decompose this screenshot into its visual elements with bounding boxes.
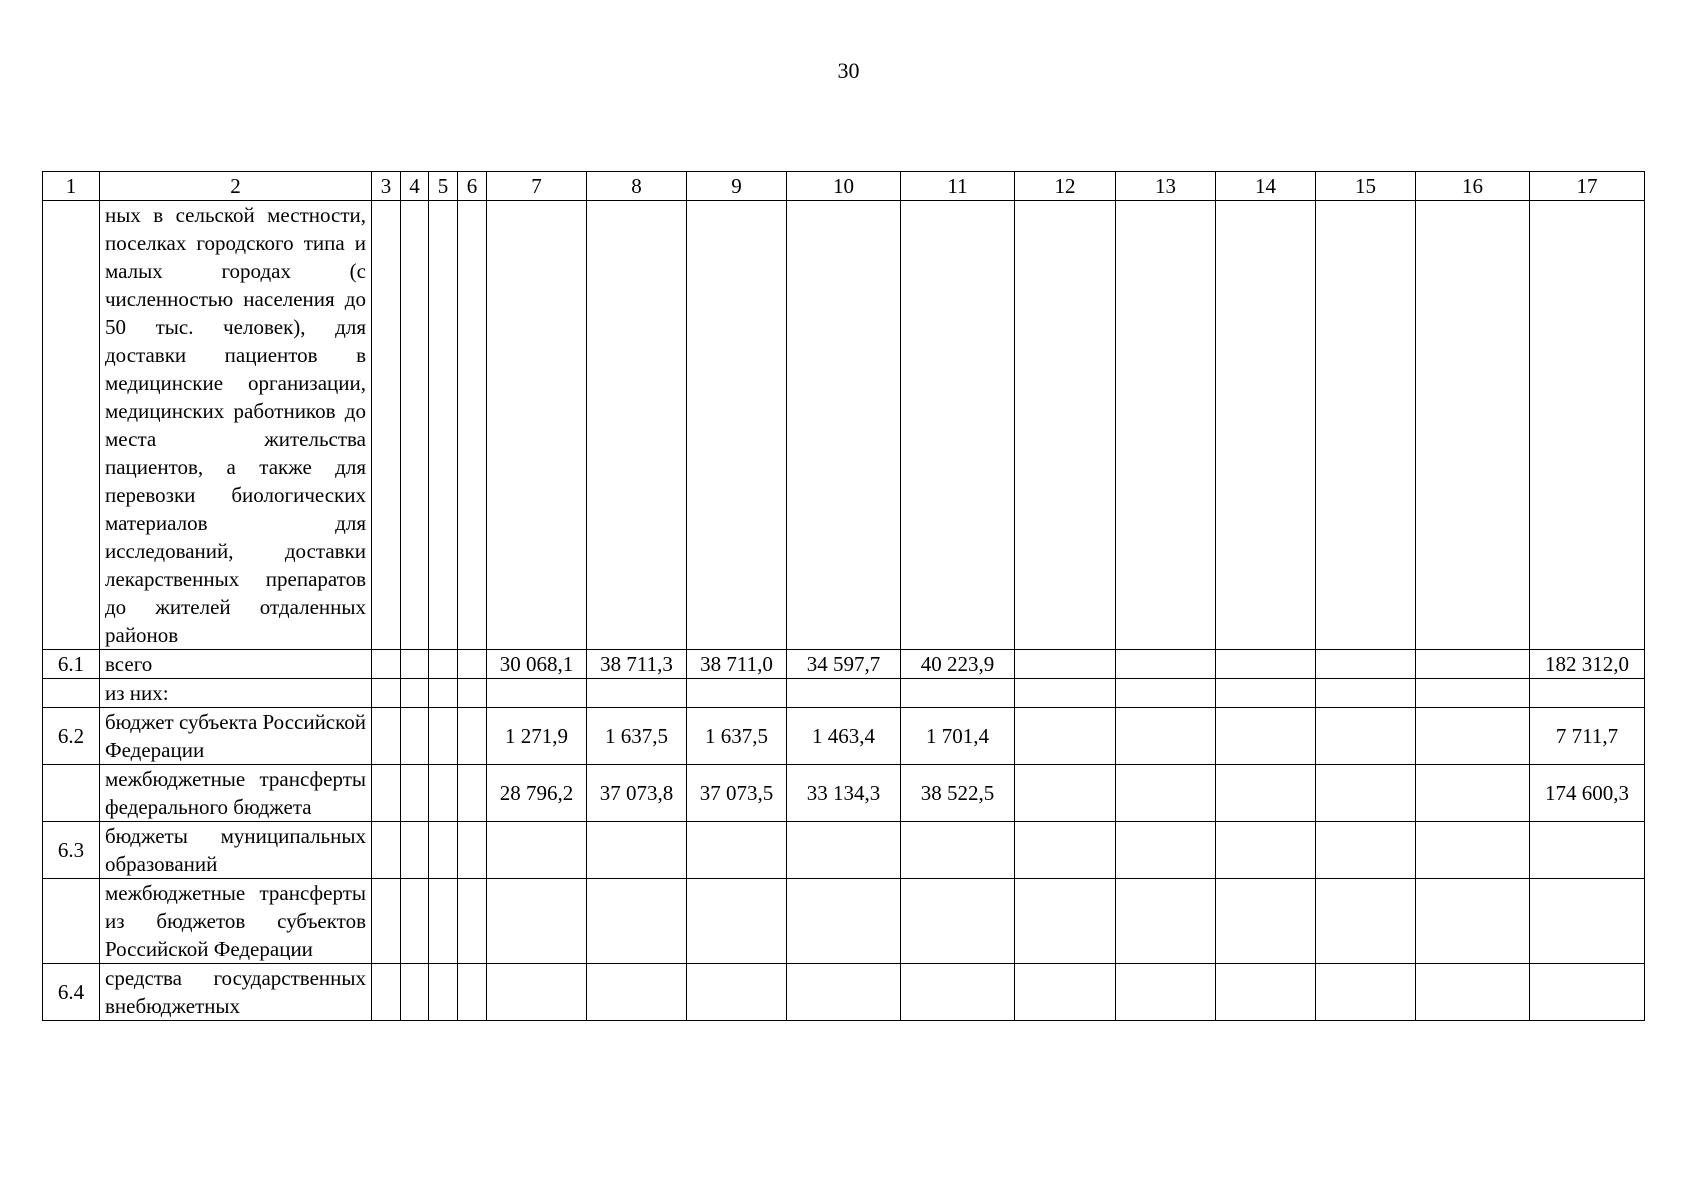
value-cell-col-15 xyxy=(1316,879,1416,964)
table-row xyxy=(43,822,1645,879)
row-code-cell xyxy=(43,765,100,822)
row-code-cell: 6.4 xyxy=(43,964,100,1021)
value-cell-col-12 xyxy=(1015,708,1116,765)
value-cell-col-14 xyxy=(1216,879,1316,964)
value-cell-col-17 xyxy=(1530,964,1645,1021)
value-cell-col-9 xyxy=(687,964,787,1021)
value-cell-col-16 xyxy=(1416,765,1530,822)
column-number-12: 12 xyxy=(1015,172,1116,201)
column-number-13: 13 xyxy=(1116,172,1216,201)
value-cell-col-5 xyxy=(429,650,458,679)
value-cell-col-13 xyxy=(1116,822,1216,879)
value-cell-col-6 xyxy=(458,201,487,650)
value-cell-col-11: 1 701,4 xyxy=(901,708,1015,765)
value-cell-col-8 xyxy=(587,964,687,1021)
value-cell-col-6 xyxy=(458,765,487,822)
value-cell-col-10 xyxy=(787,964,901,1021)
value-cell-col-16 xyxy=(1416,964,1530,1021)
table-row xyxy=(43,765,1645,822)
value-cell-col-10: 1 463,4 xyxy=(787,708,901,765)
value-cell-col-11 xyxy=(901,822,1015,879)
value-cell-col-16 xyxy=(1416,822,1530,879)
column-number-9: 9 xyxy=(687,172,787,201)
table-header-row xyxy=(43,172,1645,201)
value-cell-col-17: 174 600,3 xyxy=(1530,765,1645,822)
value-cell-col-4 xyxy=(401,650,429,679)
value-cell-col-17 xyxy=(1530,679,1645,708)
row-description-cell: бюджеты муниципальных образований xyxy=(100,822,372,879)
value-cell-col-8 xyxy=(587,822,687,879)
value-cell-col-8 xyxy=(587,879,687,964)
value-cell-col-4 xyxy=(401,822,429,879)
value-cell-col-13 xyxy=(1116,765,1216,822)
value-cell-col-7: 30 068,1 xyxy=(487,650,587,679)
value-cell-col-15 xyxy=(1316,765,1416,822)
value-cell-col-13 xyxy=(1116,201,1216,650)
value-cell-col-14 xyxy=(1216,765,1316,822)
page-number: 30 xyxy=(837,58,860,83)
row-description-cell: ных в сельской местности, поселках городского типа и малых городах (с численностью населения до 50 тыс. человек), для доставки пациентов в медицинские организации, медицинских работников до места жительства пациентов, а также для перевозки биологических материалов для исследований, доставки лекарственных препаратов до жителей отдаленных районов xyxy=(100,201,372,650)
value-cell-col-16 xyxy=(1416,708,1530,765)
value-cell-col-6 xyxy=(458,822,487,879)
value-cell-col-7 xyxy=(487,679,587,708)
column-number-15: 15 xyxy=(1316,172,1416,201)
value-cell-col-9 xyxy=(687,879,787,964)
table-row xyxy=(43,650,1645,679)
row-code-cell: 6.3 xyxy=(43,822,100,879)
value-cell-col-17: 182 312,0 xyxy=(1530,650,1645,679)
value-cell-col-3 xyxy=(372,822,401,879)
value-cell-col-7: 1 271,9 xyxy=(487,708,587,765)
column-number-10: 10 xyxy=(787,172,901,201)
column-number-1: 1 xyxy=(43,172,100,201)
value-cell-col-15 xyxy=(1316,964,1416,1021)
row-code-cell: 6.1 xyxy=(43,650,100,679)
value-cell-col-16 xyxy=(1416,879,1530,964)
value-cell-col-17 xyxy=(1530,879,1645,964)
value-cell-col-15 xyxy=(1316,679,1416,708)
value-cell-col-10: 33 134,3 xyxy=(787,765,901,822)
value-cell-col-9: 38 711,0 xyxy=(687,650,787,679)
value-cell-col-16 xyxy=(1416,650,1530,679)
value-cell-col-4 xyxy=(401,964,429,1021)
value-cell-col-3 xyxy=(372,201,401,650)
value-cell-col-14 xyxy=(1216,679,1316,708)
value-cell-col-13 xyxy=(1116,879,1216,964)
value-cell-col-11: 40 223,9 xyxy=(901,650,1015,679)
row-description-cell: бюджет субъекта Российской Федерации xyxy=(100,708,372,765)
value-cell-col-8: 37 073,8 xyxy=(587,765,687,822)
value-cell-col-14 xyxy=(1216,822,1316,879)
column-number-3: 3 xyxy=(372,172,401,201)
column-number-8: 8 xyxy=(587,172,687,201)
column-number-4: 4 xyxy=(401,172,429,201)
value-cell-col-16 xyxy=(1416,679,1530,708)
value-cell-col-4 xyxy=(401,679,429,708)
value-cell-col-13 xyxy=(1116,679,1216,708)
column-number-14: 14 xyxy=(1216,172,1316,201)
table-row xyxy=(43,679,1645,708)
value-cell-col-16 xyxy=(1416,201,1530,650)
value-cell-col-3 xyxy=(372,765,401,822)
value-cell-col-9: 1 637,5 xyxy=(687,708,787,765)
value-cell-col-7 xyxy=(487,964,587,1021)
value-cell-col-10 xyxy=(787,822,901,879)
value-cell-col-17 xyxy=(1530,822,1645,879)
value-cell-col-11: 38 522,5 xyxy=(901,765,1015,822)
table-row xyxy=(43,879,1645,964)
value-cell-col-3 xyxy=(372,964,401,1021)
value-cell-col-13 xyxy=(1116,650,1216,679)
value-cell-col-14 xyxy=(1216,201,1316,650)
value-cell-col-8 xyxy=(587,679,687,708)
value-cell-col-9 xyxy=(687,822,787,879)
value-cell-col-12 xyxy=(1015,964,1116,1021)
value-cell-col-12 xyxy=(1015,650,1116,679)
column-number-11: 11 xyxy=(901,172,1015,201)
value-cell-col-12 xyxy=(1015,822,1116,879)
value-cell-col-5 xyxy=(429,765,458,822)
value-cell-col-3 xyxy=(372,708,401,765)
column-number-16: 16 xyxy=(1416,172,1530,201)
value-cell-col-13 xyxy=(1116,708,1216,765)
value-cell-col-17: 7 711,7 xyxy=(1530,708,1645,765)
value-cell-col-14 xyxy=(1216,650,1316,679)
value-cell-col-7: 28 796,2 xyxy=(487,765,587,822)
column-number-5: 5 xyxy=(429,172,458,201)
column-number-6: 6 xyxy=(458,172,487,201)
value-cell-col-11 xyxy=(901,879,1015,964)
value-cell-col-5 xyxy=(429,964,458,1021)
value-cell-col-15 xyxy=(1316,650,1416,679)
value-cell-col-10 xyxy=(787,201,901,650)
value-cell-col-15 xyxy=(1316,822,1416,879)
value-cell-col-5 xyxy=(429,822,458,879)
row-code-cell xyxy=(43,201,100,650)
value-cell-col-13 xyxy=(1116,964,1216,1021)
column-number-2: 2 xyxy=(100,172,372,201)
value-cell-col-4 xyxy=(401,765,429,822)
value-cell-col-5 xyxy=(429,679,458,708)
row-code-cell xyxy=(43,879,100,964)
value-cell-col-11 xyxy=(901,201,1015,650)
value-cell-col-6 xyxy=(458,964,487,1021)
value-cell-col-4 xyxy=(401,201,429,650)
column-number-17: 17 xyxy=(1530,172,1645,201)
row-description-cell: межбюджетные трансферты из бюджетов субъектов Российской Федерации xyxy=(100,879,372,964)
value-cell-col-7 xyxy=(487,822,587,879)
value-cell-col-10 xyxy=(787,879,901,964)
value-cell-col-6 xyxy=(458,650,487,679)
value-cell-col-14 xyxy=(1216,964,1316,1021)
row-description-cell: межбюджетные трансферты федерального бюджета xyxy=(100,765,372,822)
value-cell-col-7 xyxy=(487,879,587,964)
value-cell-col-9: 37 073,5 xyxy=(687,765,787,822)
row-code-cell: 6.2 xyxy=(43,708,100,765)
value-cell-col-6 xyxy=(458,879,487,964)
value-cell-col-17 xyxy=(1530,201,1645,650)
row-description-cell: всего xyxy=(100,650,372,679)
value-cell-col-3 xyxy=(372,879,401,964)
table-row xyxy=(43,708,1645,765)
value-cell-col-7 xyxy=(487,201,587,650)
budget-table xyxy=(42,171,1645,1021)
value-cell-col-12 xyxy=(1015,765,1116,822)
value-cell-col-5 xyxy=(429,879,458,964)
table-row xyxy=(43,964,1645,1021)
value-cell-col-3 xyxy=(372,650,401,679)
value-cell-col-8 xyxy=(587,201,687,650)
value-cell-col-12 xyxy=(1015,679,1116,708)
value-cell-col-8: 38 711,3 xyxy=(587,650,687,679)
row-description-cell: средства государственных внебюджетных xyxy=(100,964,372,1021)
value-cell-col-9 xyxy=(687,201,787,650)
value-cell-col-9 xyxy=(687,679,787,708)
value-cell-col-6 xyxy=(458,708,487,765)
row-description-cell: из них: xyxy=(100,679,372,708)
value-cell-col-11 xyxy=(901,679,1015,708)
value-cell-col-5 xyxy=(429,708,458,765)
value-cell-col-5 xyxy=(429,201,458,650)
value-cell-col-10: 34 597,7 xyxy=(787,650,901,679)
value-cell-col-14 xyxy=(1216,708,1316,765)
table-row xyxy=(43,201,1645,650)
value-cell-col-11 xyxy=(901,964,1015,1021)
column-number-7: 7 xyxy=(487,172,587,201)
value-cell-col-10 xyxy=(787,679,901,708)
value-cell-col-12 xyxy=(1015,201,1116,650)
value-cell-col-6 xyxy=(458,679,487,708)
value-cell-col-4 xyxy=(401,879,429,964)
row-code-cell xyxy=(43,679,100,708)
value-cell-col-15 xyxy=(1316,708,1416,765)
value-cell-col-12 xyxy=(1015,879,1116,964)
value-cell-col-8: 1 637,5 xyxy=(587,708,687,765)
value-cell-col-3 xyxy=(372,679,401,708)
value-cell-col-15 xyxy=(1316,201,1416,650)
value-cell-col-4 xyxy=(401,708,429,765)
